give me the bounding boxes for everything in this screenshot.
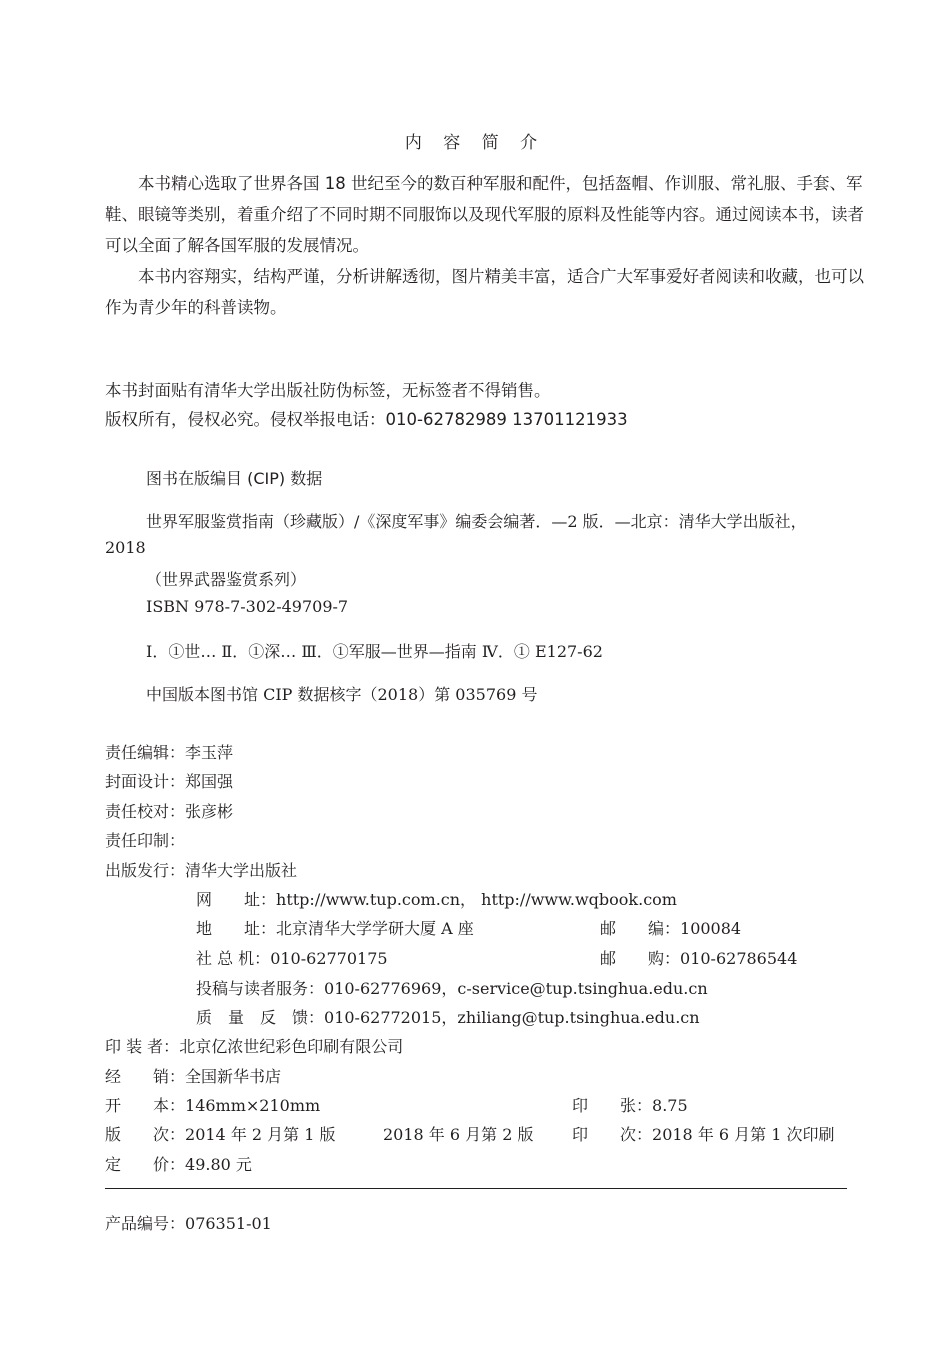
publisher-zipcode: 邮 编：100084 — [600, 919, 742, 938]
publisher-label: 出版发行： — [105, 861, 186, 880]
publisher-name: 清华大学出版社 — [185, 861, 298, 880]
staff-value: 李玉萍 — [185, 743, 234, 762]
publisher-reader-service: 投稿与读者服务：010-62776969，c-service@tup.tsinghua.edu.cn — [196, 979, 708, 998]
staff-label: 责任印制： — [105, 831, 186, 850]
publisher-mail-order: 邮 购：010-62786544 — [600, 949, 798, 968]
distributor-line: 经 销：全国新华书店 — [105, 1067, 282, 1086]
staff-label: 责任编辑： — [105, 743, 186, 762]
edition-line: 版 次：2014 年 2 月第 1 版 — [105, 1125, 336, 1144]
format-line: 开 本：146mm×210mm — [105, 1096, 321, 1115]
staff-value: 张彦彬 — [185, 802, 234, 821]
intro-paragraph-2: 本书内容翔实，结构严谨，分析讲解透彻，图片精美丰富，适合广大军事爱好者阅读和收藏，也可以作为青少年的科普读物。 — [105, 267, 864, 317]
staff-printing — [105, 828, 185, 851]
intro-title: 内 容 简 介 — [404, 133, 546, 153]
product-code-line: 产品编号：076351-01 — [105, 1214, 272, 1233]
divider-rule — [105, 1188, 847, 1189]
cip-subjects: Ⅰ．①世… Ⅱ．①深… Ⅲ．①军服—世界—指南 Ⅳ．① E127-62 — [146, 642, 603, 661]
staff-label: 责任校对： — [105, 802, 186, 821]
cip-core-number: 中国版本图书馆 CIP 数据核字（2018）第 035769 号 — [146, 685, 538, 704]
publisher-switchboard: 社 总 机：010-62770175 — [196, 949, 388, 968]
publisher-website: 网 址：http://www.tup.com.cn， http://www.wqbook.com — [196, 890, 677, 909]
publisher-line — [105, 858, 297, 881]
cip-heading: 图书在版编目 (CIP) 数据 — [146, 469, 323, 488]
website-links: http://www.tup.com.cn， http://www.wqbook.com — [276, 890, 677, 909]
cip-entry-line-1: 世界军服鉴赏指南（珍藏版）/《深度军事》编委会编著．—2 版．—北京：清华大学出版社， — [146, 512, 807, 531]
cip-isbn: ISBN 978-7-302-49709-7 — [146, 597, 349, 616]
staff-editor — [105, 740, 233, 763]
staff-value: 郑国强 — [185, 772, 234, 791]
intro-body — [105, 168, 865, 323]
publisher-address: 地 址：北京清华大学学研大厦 A 座 — [196, 919, 474, 938]
print-sheets-line: 印 张：8.75 — [572, 1096, 688, 1115]
staff-cover-design — [105, 769, 233, 792]
anti-counterfeit-notice: 本书封面贴有清华大学出版社防伪标签，无标签者不得销售。 — [105, 381, 551, 400]
printer-line: 印 装 者：北京亿浓世纪彩色印刷有限公司 — [105, 1037, 404, 1056]
impression-line: 印 次：2018 年 6 月第 1 次印刷 — [572, 1125, 835, 1144]
price-line: 定 价：49.80 元 — [105, 1155, 252, 1174]
copyright-notice: 版权所有，侵权必究。侵权举报电话：010-62782989 13701121933 — [105, 410, 628, 429]
cip-entry-line-2: 2018 — [105, 538, 146, 557]
edition-second: 2018 年 6 月第 2 版 — [383, 1125, 534, 1144]
publisher-quality-feedback: 质 量 反 馈：010-62772015，zhiliang@tup.tsinghua.edu.cn — [196, 1008, 700, 1027]
staff-proofreader — [105, 799, 233, 822]
cip-series: （世界武器鉴赏系列） — [146, 570, 307, 589]
staff-label: 封面设计： — [105, 772, 186, 791]
intro-paragraph-1: 本书精心选取了世界各国 18 世纪至今的数百种军服和配件，包括盔帽、作训服、常礼服、手套、军鞋、眼镜等类别，着重介绍了不同时期不同服饰以及现代军服的原料及性能等内容。通过阅读本书，读者可以全面了解各国军服的发展情况。 — [105, 174, 864, 255]
